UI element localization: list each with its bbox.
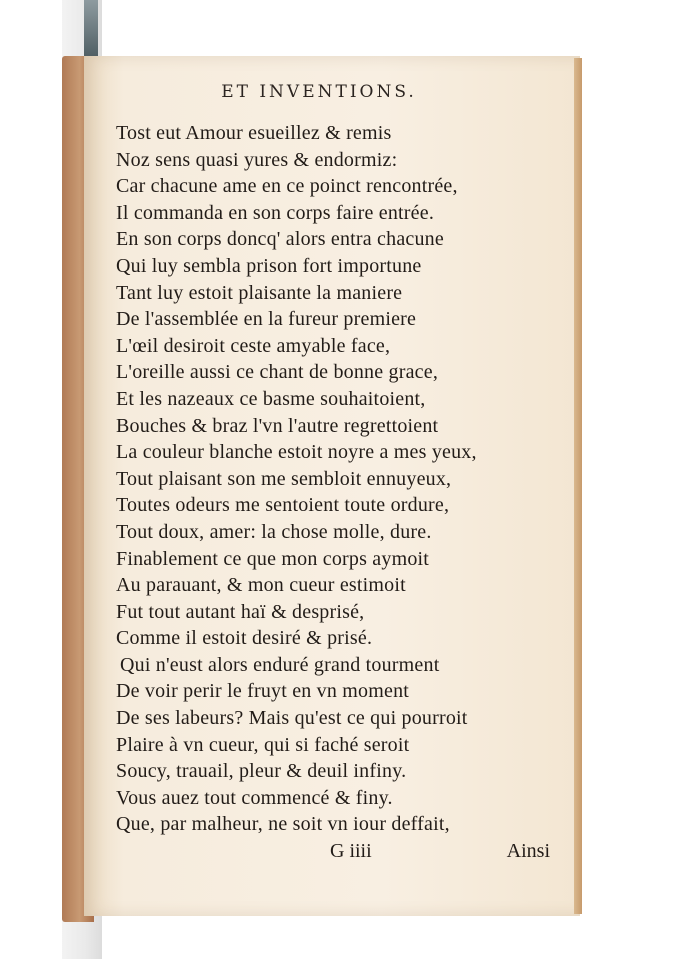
signature-mark: G iiii xyxy=(330,840,372,862)
text-line: Qui n'eust alors enduré grand tourment xyxy=(120,653,440,676)
text-line: De voir perir le fruyt en vn moment xyxy=(116,680,410,703)
text-line: Plaire à vn cueur, qui si faché seroit xyxy=(116,733,410,756)
text-line: Noz sens quasi yures & endormiz: xyxy=(116,148,398,171)
text-line: Tost eut Amour esueillez & remis xyxy=(116,122,392,144)
catchword: Ainsi xyxy=(506,840,550,862)
text-line: Comme il estoit desiré & prisé. xyxy=(116,627,373,650)
text-line: Au parauant, & mon cueur estimoit xyxy=(116,574,406,597)
text-line: De ses labeurs? Mais qu'est ce qui pourroit xyxy=(116,707,468,730)
text-line: Tout plaisant son me sembloit ennuyeux, xyxy=(116,467,452,490)
text-line: La couleur blanche estoit noyre a mes yeux, xyxy=(116,441,477,464)
text-line: De l'assemblée en la fureur premiere xyxy=(116,308,417,331)
text-line: Fut tout autant haï & desprisé, xyxy=(116,600,365,623)
text-line: Toutes odeurs me sentoient toute ordure, xyxy=(116,494,450,517)
text-line: Car chacune ame en ce poinct rencontrée, xyxy=(116,175,458,198)
text-line: Il commanda en son corps faire entrée. xyxy=(116,201,435,224)
text-line: Vous auez tout commencé & finy. xyxy=(116,786,393,809)
text-line: L'œil desiroit ceste amyable face, xyxy=(116,334,391,357)
poem-text xyxy=(116,120,556,838)
text-line: Et les nazeaux ce basme souhaitoient, xyxy=(116,387,426,410)
text-line: Qui luy sembla prison fort importune xyxy=(116,254,422,277)
text-line: Tout doux, amer: la chose molle, dure. xyxy=(116,520,432,543)
running-head-text: ET INVENTIONS. xyxy=(221,82,417,102)
text-line: Bouches & braz l'vn l'autre regrettoient xyxy=(116,414,439,437)
page-fore-edge xyxy=(574,58,582,914)
text-line: L'oreille aussi ce chant de bonne grace, xyxy=(116,361,439,384)
running-head xyxy=(0,82,678,102)
text-line: Finablement ce que mon corps aymoit xyxy=(116,547,430,570)
text-line: Que, par malheur, ne soit vn iour deffait, xyxy=(116,813,450,836)
text-line: Soucy, trauail, pleur & deuil infiny. xyxy=(116,760,407,783)
book-spine xyxy=(84,0,98,58)
text-line: Tant luy estoit plaisante la maniere xyxy=(116,281,403,304)
text-line: En son corps doncq' alors entra chacune xyxy=(116,228,444,251)
